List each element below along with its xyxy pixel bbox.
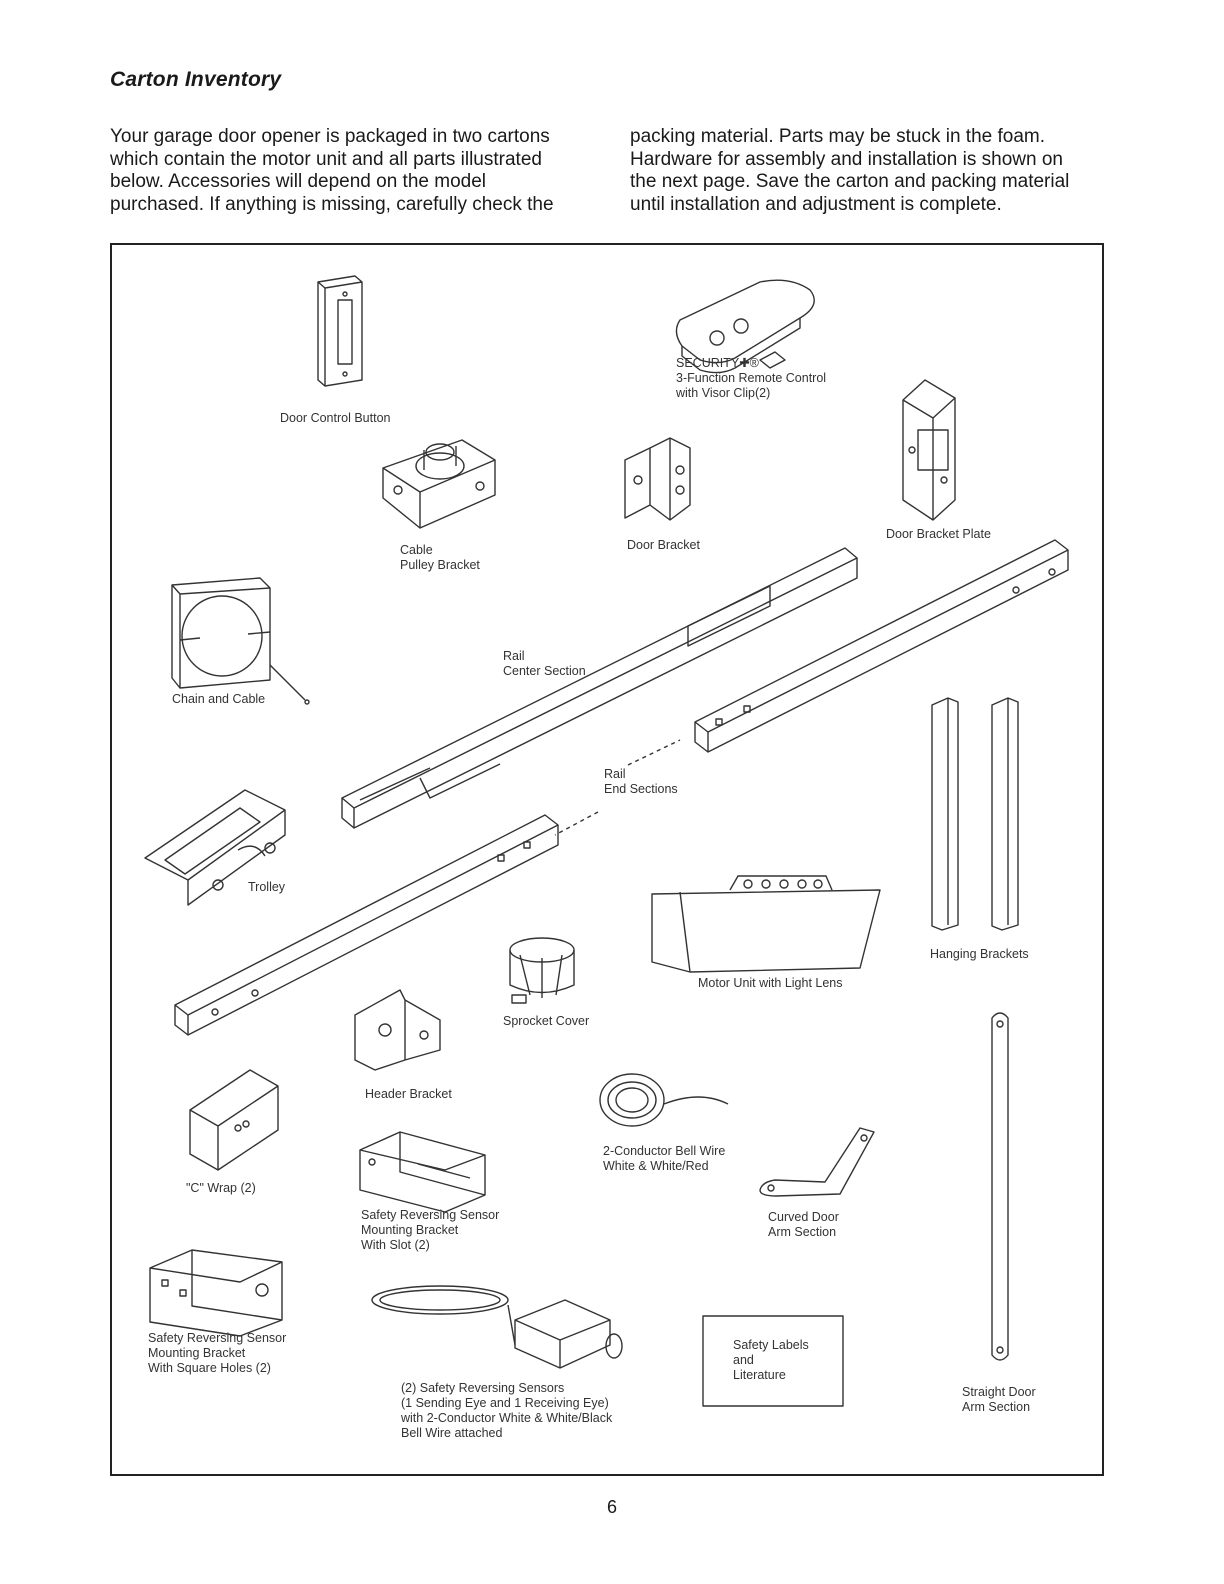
label-remote-control	[676, 356, 826, 401]
label-line: 2-Conductor Bell Wire	[603, 1144, 726, 1158]
door-control-button-illustration	[318, 276, 362, 386]
label-line: Pulley Bracket	[400, 558, 480, 572]
bell-wire-illustration	[600, 1074, 728, 1126]
label-door-control-button: Door Control Button	[280, 411, 391, 425]
label-line: Center Section	[503, 664, 586, 678]
intro-line: until installation and adjustment is complete.	[630, 193, 1002, 215]
label-chain-and-cable: Chain and Cable	[172, 692, 266, 706]
header-bracket-illustration	[355, 990, 440, 1070]
label-motor-unit: Motor Unit with Light Lens	[698, 976, 843, 990]
intro-line: the next page. Save the carton and packing material	[630, 171, 1070, 192]
label-line: Mounting Bracket	[361, 1223, 459, 1237]
label-line: End Sections	[604, 782, 678, 796]
label-line: Literature	[733, 1368, 786, 1382]
motor-unit-illustration	[652, 876, 880, 972]
label-line: Rail	[503, 649, 525, 663]
label-line: and	[733, 1353, 754, 1367]
label-line: Safety Reversing Sensor	[148, 1331, 287, 1345]
label-sensor-bracket-slot	[361, 1208, 499, 1253]
label-line: White & White/Red	[603, 1159, 709, 1173]
label-cable-pulley-bracket	[400, 543, 480, 573]
label-door-bracket-plate: Door Bracket Plate	[886, 527, 991, 541]
rail-center-section-illustration	[342, 548, 857, 828]
label-line: With Slot (2)	[361, 1238, 430, 1252]
intro-line: below. Accessories will depend on the model	[110, 171, 487, 192]
label-hanging-brackets: Hanging Brackets	[930, 947, 1029, 961]
label-line: Curved Door	[768, 1210, 839, 1224]
safety-sensors-illustration	[372, 1286, 622, 1368]
label-line: Straight Door	[962, 1385, 1036, 1399]
label-header-bracket: Header Bracket	[365, 1087, 452, 1101]
label-sensor-bracket-square	[148, 1331, 286, 1376]
label-line: Safety Labels	[733, 1338, 809, 1352]
intro-line: Hardware for assembly and installation is shown on	[630, 148, 1063, 170]
label-rail-end-sections	[604, 767, 678, 797]
chain-and-cable-illustration	[172, 578, 309, 704]
label-sprocket-cover: Sprocket Cover	[503, 1014, 590, 1028]
label-line: Safety Reversing Sensor	[361, 1208, 500, 1222]
label-line: With Square Holes (2)	[148, 1361, 271, 1375]
curved-arm-illustration	[760, 1128, 874, 1196]
label-rail-center-section	[503, 649, 586, 679]
label-trolley: Trolley	[248, 880, 286, 894]
page-title: Carton Inventory	[110, 68, 282, 91]
label-line: Bell Wire attached	[401, 1426, 503, 1440]
label-line: SECURITY✚®	[676, 356, 759, 370]
rail-end-section-upper-illustration	[695, 540, 1068, 752]
intro-line: Your garage door opener is packaged in two cartons	[110, 126, 550, 147]
cable-pulley-bracket-illustration	[383, 440, 495, 528]
label-line: (1 Sending Eye and 1 Receiving Eye)	[401, 1396, 609, 1410]
label-curved-door-arm	[768, 1210, 839, 1240]
label-line: with 2-Conductor White & White/Black	[401, 1411, 613, 1425]
intro-line: which contain the motor unit and all parts illustrated	[110, 148, 542, 170]
label-line: 3-Function Remote Control	[676, 371, 827, 385]
label-line: Arm Section	[768, 1225, 837, 1239]
c-wrap-illustration	[190, 1070, 278, 1170]
label-safety-labels	[733, 1338, 809, 1383]
label-line: Mounting Bracket	[148, 1346, 246, 1360]
sprocket-cover-illustration	[510, 938, 574, 1003]
label-safety-sensors	[401, 1381, 612, 1441]
door-bracket-plate-illustration	[903, 380, 955, 520]
straight-arm-illustration	[992, 1013, 1008, 1360]
door-bracket-illustration	[625, 438, 690, 520]
label-line: (2) Safety Reversing Sensors	[401, 1381, 565, 1395]
label-straight-door-arm	[962, 1385, 1036, 1415]
label-c-wrap: "C" Wrap (2)	[186, 1181, 256, 1195]
intro-line: packing material. Parts may be stuck in the foam.	[630, 126, 1046, 147]
page-number: 6	[606, 1497, 617, 1517]
intro-line: purchased. If anything is missing, carefully check the	[110, 193, 554, 215]
sensor-bracket-slot-illustration	[360, 1132, 485, 1212]
hanging-brackets-illustration	[932, 698, 1018, 930]
label-door-bracket: Door Bracket	[627, 538, 700, 552]
label-line: Cable	[400, 543, 433, 557]
label-bell-wire	[603, 1144, 725, 1174]
label-line: Rail	[604, 767, 626, 781]
sensor-bracket-square-illustration	[150, 1250, 282, 1336]
label-line: Arm Section	[962, 1400, 1031, 1414]
label-line: with Visor Clip(2)	[676, 386, 771, 400]
